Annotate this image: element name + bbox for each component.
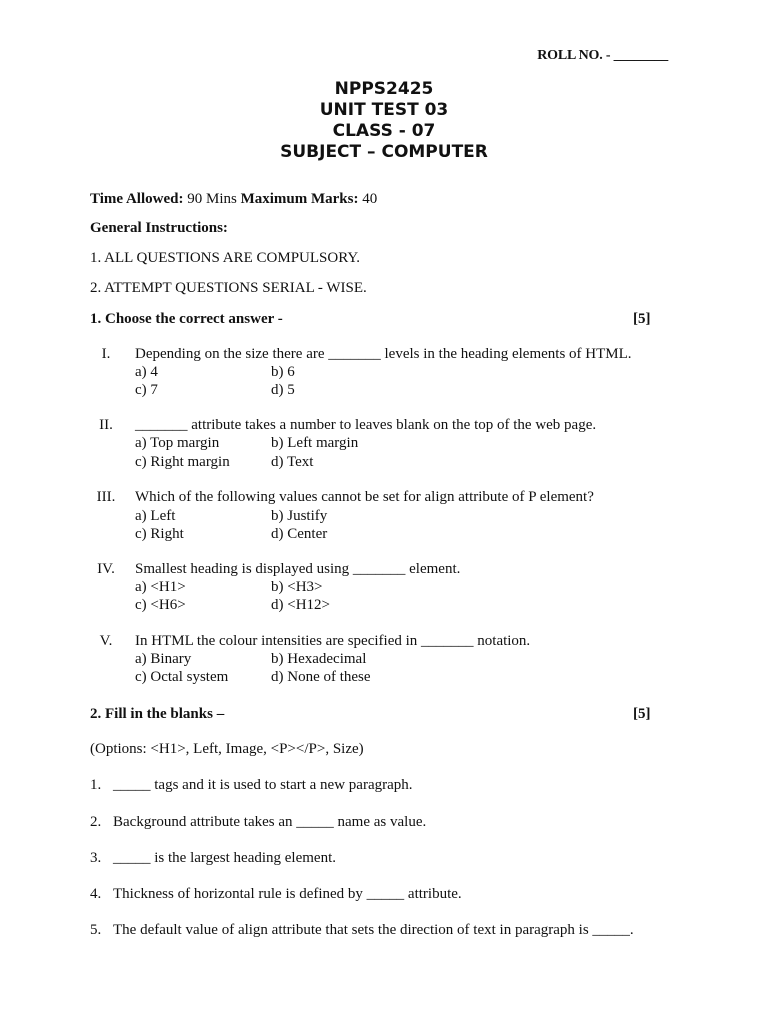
question-text: Depending on the size there are _______ levels in the heading elements of HTML. — [135, 346, 632, 362]
roll-number: ROLL NO. - ________ — [537, 48, 668, 63]
blank-number: 3. — [90, 850, 102, 866]
blank-text: The default value of align attribute that sets the direction of text in paragraph is _____. — [113, 922, 634, 938]
question-number: II. — [99, 417, 113, 433]
option-c: c) Right margin — [135, 454, 230, 470]
option-b: b) Left margin — [271, 435, 359, 451]
option-d: d) Text — [271, 454, 314, 470]
question-number: IV. — [97, 561, 115, 577]
blank-text: _____ is the largest heading element. — [113, 850, 337, 866]
section-2-title: 2. Fill in the blanks – — [90, 706, 225, 722]
option-a: a) 4 — [135, 364, 158, 380]
option-d: d) Center — [271, 526, 328, 542]
blank-number: 4. — [90, 886, 102, 902]
blank-number: 2. — [90, 814, 102, 830]
option-d: d) 5 — [271, 382, 295, 398]
blank-options: (Options: <H1>, Left, Image, <P></P>, Size) — [90, 741, 364, 757]
instruction-item: 1. ALL QUESTIONS ARE COMPULSORY. — [90, 250, 361, 266]
instruction-item: 2. ATTEMPT QUESTIONS SERIAL - WISE. — [90, 280, 367, 296]
time-and-marks — [90, 190, 377, 208]
blank-text: Thickness of horizontal rule is defined by _____ attribute. — [113, 886, 462, 902]
question-text: Smallest heading is displayed using _______ element. — [135, 561, 461, 577]
exam-header — [0, 79, 768, 163]
option-a: a) Binary — [135, 651, 192, 667]
test-title: UNIT TEST 03 — [319, 100, 449, 120]
section-1-marks: [5] — [633, 311, 651, 327]
option-d: d) <H12> — [271, 597, 330, 613]
question-text: _______ attribute takes a number to leaves blank on the top of the web page. — [135, 417, 597, 433]
max-marks-label: Maximum Marks: — [240, 191, 359, 207]
option-c: c) Octal system — [135, 669, 229, 685]
option-b: b) Hexadecimal — [271, 651, 367, 667]
question-text: Which of the following values cannot be set for align attribute of P element? — [135, 489, 594, 505]
option-c: c) <H6> — [135, 597, 186, 613]
time-label: Time Allowed: — [90, 191, 184, 207]
blank-text: Background attribute takes an _____ name as value. — [113, 814, 427, 830]
instructions-heading: General Instructions: — [90, 220, 228, 236]
time-value: 90 Mins — [183, 191, 241, 207]
class-label: CLASS - 07 — [332, 121, 436, 141]
option-a: a) Left — [135, 508, 176, 524]
option-a: a) Top margin — [135, 435, 220, 451]
option-c: c) Right — [135, 526, 184, 542]
option-a: a) <H1> — [135, 579, 186, 595]
question-number: V. — [99, 633, 113, 649]
option-b: b) <H3> — [271, 579, 323, 595]
section-1-title: 1. Choose the correct answer - — [90, 311, 283, 327]
blank-number: 1. — [90, 777, 102, 793]
question-number: III. — [96, 489, 116, 505]
max-marks-value: 40 — [358, 191, 378, 207]
question-text: In HTML the colour intensities are specified in _______ notation. — [135, 633, 531, 649]
option-c: c) 7 — [135, 382, 158, 398]
section-2-marks: [5] — [633, 706, 651, 722]
option-b: b) 6 — [271, 364, 295, 380]
blank-text: _____ tags and it is used to start a new paragraph. — [113, 777, 413, 793]
school-code: NPPS2425 — [334, 79, 434, 99]
subject-label: SUBJECT – COMPUTER — [280, 142, 488, 162]
option-b: b) Justify — [271, 508, 328, 524]
blank-number: 5. — [90, 922, 102, 938]
option-d: d) None of these — [271, 669, 371, 685]
question-number: I. — [101, 346, 111, 362]
